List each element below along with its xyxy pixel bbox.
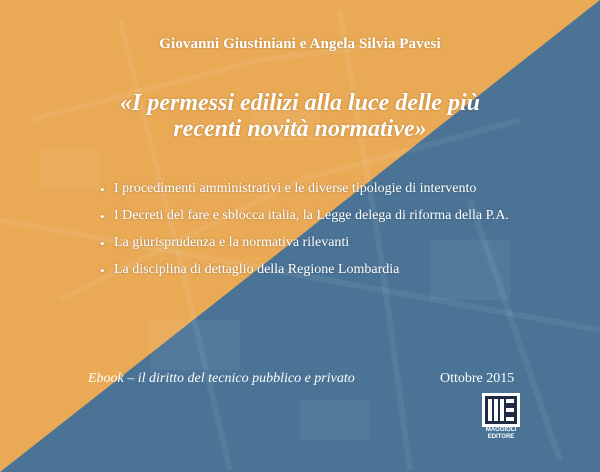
- book-title: [0, 90, 600, 142]
- series-name: Ebook – il diritto del tecnico pubblico e privato: [88, 371, 355, 386]
- bullet-icon: •: [100, 236, 105, 251]
- publisher-name: MAGGIOLI EDITORE: [485, 427, 517, 440]
- list-item: • La giurisprudenza e la normativa rilevanti: [100, 235, 350, 251]
- title-line-1: «I permessi edilizi alla luce delle più: [120, 90, 480, 116]
- publisher-logo-icon: [482, 393, 520, 427]
- list-item: • La disciplina di dettaglio della Regione Lombardia: [100, 262, 400, 278]
- bullet-icon: •: [100, 263, 105, 278]
- bullet-icon: •: [100, 182, 105, 197]
- authors: Giovanni Giustiniani e Angela Silvia Pavesi: [159, 36, 441, 52]
- topics-list: [100, 182, 509, 290]
- title-line-2: recenti novità normative»: [173, 116, 427, 142]
- bullet-icon: •: [100, 209, 105, 224]
- list-item: • I procedimenti amministrativi e le diverse tipologie di intervento: [100, 181, 477, 197]
- publication-date: Ottobre 2015: [440, 371, 515, 386]
- list-item: • I Decreti del fare e sblocca italia, la Legge delega di riforma della P.A.: [100, 208, 509, 224]
